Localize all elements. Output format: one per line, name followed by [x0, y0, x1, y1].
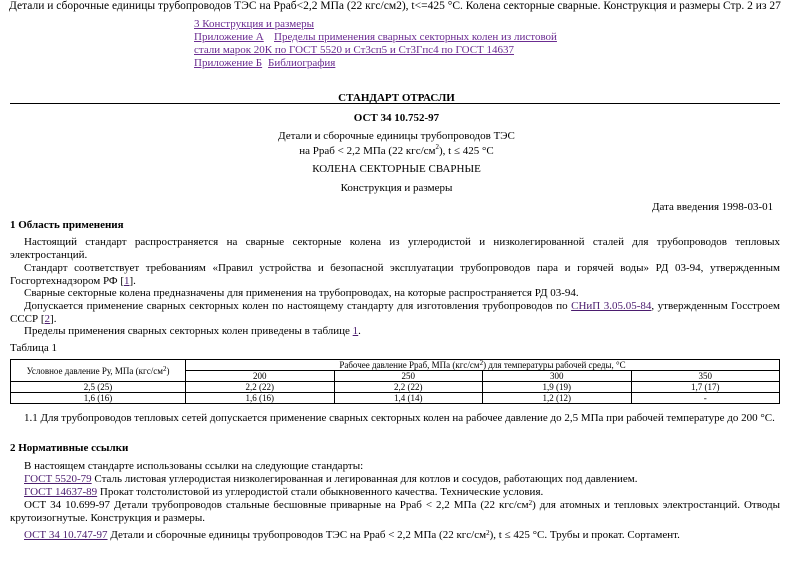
section-1-paragraph-1: Настоящий стандарт распространяется на сварные секторные колена из углеродистой и низколегированной сталей для трубопроводов тепловых электростанций.: [10, 236, 780, 261]
section-1-paragraph-5: Пределы применения сварных секторных колен приведены в таблице 1.: [24, 325, 361, 337]
table-caption: Таблица 1: [10, 342, 58, 354]
table-header-temp: 300: [483, 371, 632, 382]
section-1-paragraph-2: Стандарт соответствует требованиям «Правил устройства и безопасной эксплуатации трубопроводов пара и горячей воды» РД 03-94, утвержденным Госгортехнадзором РФ [1].: [10, 262, 780, 287]
table-cell: 1,4 (14): [334, 393, 483, 404]
toc-link-appendix-a-title-2[interactable]: стали марок 20К по ГОСТ 5520 и Ст3сп5 и Ст3Гпс4 по ГОСТ 14637: [194, 44, 515, 56]
table-cell: 2,2 (22): [334, 382, 483, 393]
reference-ost-747: ОСТ 34 10.747-97 Детали и сборочные единицы трубопроводов ТЭС на Рраб < 2,2 МПа (22 кгс/$см^2$), t ≤ 425 °С. Трубы и прокат. Сортамент.: [24, 529, 680, 541]
bib-ref-1[interactable]: 1: [124, 275, 130, 287]
table-cell: 1,6 (16): [11, 393, 186, 404]
page-number: Стр. 2 из 27: [723, 0, 781, 12]
table-header-conditional-pressure: Условное давление Ру, МПа $(кгс/см^2)$: [11, 360, 186, 382]
note-1-1: 1.1 Для трубопроводов тепловых сетей допускается применение сварных секторных колен на рабочее давление до 2,5 МПа при рабочей температуре до 200 °С.: [24, 412, 775, 424]
section-2-heading: 2 Нормативные ссылки: [10, 442, 129, 454]
toc-link-appendix-a[interactable]: Приложение А: [194, 31, 264, 43]
table-1-link[interactable]: 1: [352, 325, 359, 337]
table-row: [11, 393, 780, 404]
standard-label: СТАНДАРТ ОТРАСЛИ: [338, 92, 455, 104]
table-cell: 1,9 (19): [483, 382, 632, 393]
reference-ost-699: ОСТ 34 10.699-97 Детали трубопроводов стальные бесшовные приварные на Рраб < 2,2 МПа (22 кгс/$см^2$) для атомных и тепловых электростанций. Отводы крутоизогнутые. Конструкция и размеры.: [10, 499, 780, 524]
reference-gost-14637: ГОСТ 14637-89 Прокат толстолистовой из углеродистой стали обыкновенного качества. Технические условия.: [24, 486, 544, 498]
toc-link-appendix-b[interactable]: Приложение Б: [194, 57, 263, 69]
table-header-temp: 350: [631, 371, 780, 382]
pressure-table: [10, 359, 780, 404]
table-row: [11, 382, 780, 393]
section-1-heading: 1 Область применения: [10, 219, 124, 231]
table-cell: 1,2 (12): [483, 393, 632, 404]
table-cell: 1,7 (17): [631, 382, 780, 393]
gost-5520-link[interactable]: ГОСТ 5520-79: [24, 473, 92, 485]
table-cell: -: [631, 393, 780, 404]
snip-link[interactable]: СНиП 3.05.05-84: [571, 300, 652, 312]
reference-gost-5520: ГОСТ 5520-79 Сталь листовая углеродистая низколегированная и легированная для котлов и сосудов, работающих под давлением.: [24, 473, 638, 485]
table-cell: 2,5 (25): [11, 382, 186, 393]
table-header-temp: 250: [334, 371, 483, 382]
effective-date: Дата введения 1998-03-01: [652, 201, 774, 213]
gost-14637-link[interactable]: ГОСТ 14637-89: [24, 486, 98, 498]
doc-subtitle-1: Детали и сборочные единицы трубопроводов ТЭС: [278, 130, 515, 142]
page-header-title: Детали и сборочные единицы трубопроводов ТЭС на Рраб<2,2 МПа (22 кгс/см2), t<=425 °С. Колена секторные сварные. Конструкция и размеры: [9, 0, 721, 12]
table-header-working-pressure: Рабочее давление Рраб, МПа $(кгс/см^2)$ для температуры рабочей среды, °С: [186, 360, 780, 371]
doc-name: КОЛЕНА СЕКТОРНЫЕ СВАРНЫЕ: [312, 163, 481, 175]
table-header-temp: 200: [186, 371, 335, 382]
toc-link-appendix-a-title[interactable]: Пределы применения сварных секторных колен из листовой: [274, 31, 557, 43]
section-2-intro: В настоящем стандарте использованы ссылки на следующие стандарты:: [24, 460, 364, 472]
toc-link-section-3[interactable]: 3 Конструкция и размеры: [194, 18, 314, 30]
standard-code: ОСТ 34 10.752-97: [353, 112, 440, 124]
bib-ref-2[interactable]: 2: [44, 313, 51, 325]
doc-kind: Конструкция и размеры: [340, 182, 453, 194]
doc-subtitle-2: на Рраб < 2,2 МПа (22 кгс/$см^2$), t ≤ 425 °С: [299, 143, 494, 157]
section-1-paragraph-4: Допускается применение сварных секторных колен по настоящему стандарту для изготовления трубопроводов по СНиП 3.05.05-84, утвержденным Госстроем СССР [2].: [10, 300, 781, 325]
table-cell: 2,2 (22): [186, 382, 335, 393]
ost-747-link[interactable]: ОСТ 34 10.747-97: [24, 529, 108, 541]
section-1-paragraph-3: Сварные секторные колена предназначены для применения на трубопроводах, на которые распространяется РД 03-94.: [24, 287, 579, 299]
toc-link-bibliography[interactable]: Библиография: [268, 57, 336, 69]
table-cell: 1,6 (16): [186, 393, 335, 404]
